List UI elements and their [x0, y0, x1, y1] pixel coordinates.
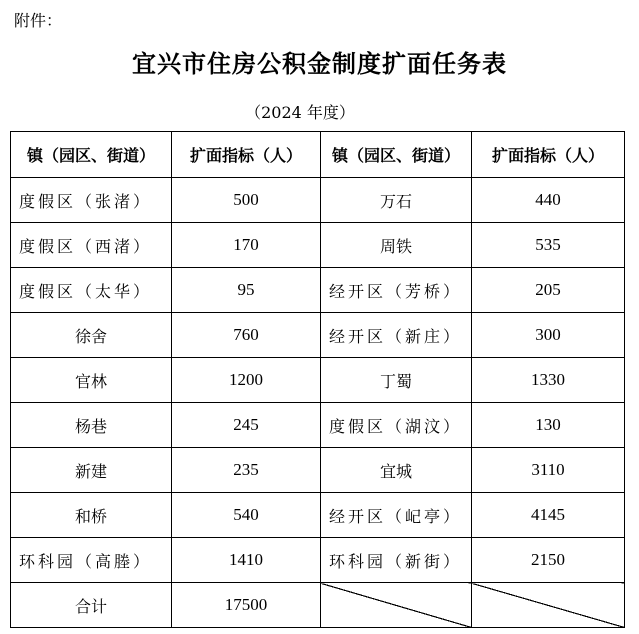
quota-table: [10, 131, 625, 628]
town-cell: 杨巷: [11, 403, 172, 448]
town-cell: 经开区（屺亭）: [321, 493, 472, 538]
town-cell: 环科园（新街）: [321, 538, 472, 583]
quota-cell: 205: [472, 268, 625, 313]
quota-cell: 95: [172, 268, 321, 313]
town-cell: 经开区（新庄）: [321, 313, 472, 358]
quota-cell: 3110: [472, 448, 625, 493]
quota-cell: 440: [472, 178, 625, 223]
table-row: [11, 448, 625, 493]
table-row: [11, 178, 625, 223]
page-title: 宜兴市住房公积金制度扩面任务表: [132, 49, 507, 78]
town-cell: 度假区（张渚）: [11, 178, 172, 223]
total-row: [11, 583, 625, 628]
town-cell: 度假区（湖汶）: [321, 403, 472, 448]
header-quota-1: 扩面指标（人）: [172, 132, 321, 178]
town-cell: 周铁: [321, 223, 472, 268]
quota-cell: 500: [172, 178, 321, 223]
town-cell: 度假区（太华）: [11, 268, 172, 313]
table-row: [11, 403, 625, 448]
header-town-2: 镇（园区、街道）: [321, 132, 472, 178]
town-cell: 经开区（芳桥）: [321, 268, 472, 313]
town-cell: 徐舍: [11, 313, 172, 358]
quota-cell: 760: [172, 313, 321, 358]
quota-cell: 2150: [472, 538, 625, 583]
table-row: [11, 538, 625, 583]
attachment-label: 附件：: [14, 11, 63, 30]
table-row: [11, 313, 625, 358]
year-note: （2024 年度）: [245, 103, 355, 122]
town-cell: 官林: [11, 358, 172, 403]
header-town-1: 镇（园区、街道）: [11, 132, 172, 178]
quota-cell: 170: [172, 223, 321, 268]
table-row: [11, 358, 625, 403]
table-row: [11, 268, 625, 313]
total-label: 合计: [11, 583, 172, 628]
quota-cell: 1330: [472, 358, 625, 403]
town-cell: 和桥: [11, 493, 172, 538]
header-quota-2: 扩面指标（人）: [472, 132, 625, 178]
diagonal-empty-cell: [472, 583, 625, 628]
town-cell: 丁蜀: [321, 358, 472, 403]
quota-cell: 1410: [172, 538, 321, 583]
table-row: [11, 493, 625, 538]
quota-cell: 540: [172, 493, 321, 538]
quota-cell: 235: [172, 448, 321, 493]
town-cell: 万石: [321, 178, 472, 223]
town-cell: 环科园（高塍）: [11, 538, 172, 583]
quota-cell: 535: [472, 223, 625, 268]
table-row: [11, 223, 625, 268]
table-header-row: [11, 132, 625, 178]
quota-cell: 130: [472, 403, 625, 448]
diagonal-empty-cell: [321, 583, 472, 628]
town-cell: 宜城: [321, 448, 472, 493]
quota-cell: 4145: [472, 493, 625, 538]
quota-cell: 300: [472, 313, 625, 358]
quota-cell: 245: [172, 403, 321, 448]
town-cell: 新建: [11, 448, 172, 493]
town-cell: 度假区（西渚）: [11, 223, 172, 268]
total-value: 17500: [172, 583, 321, 628]
quota-cell: 1200: [172, 358, 321, 403]
